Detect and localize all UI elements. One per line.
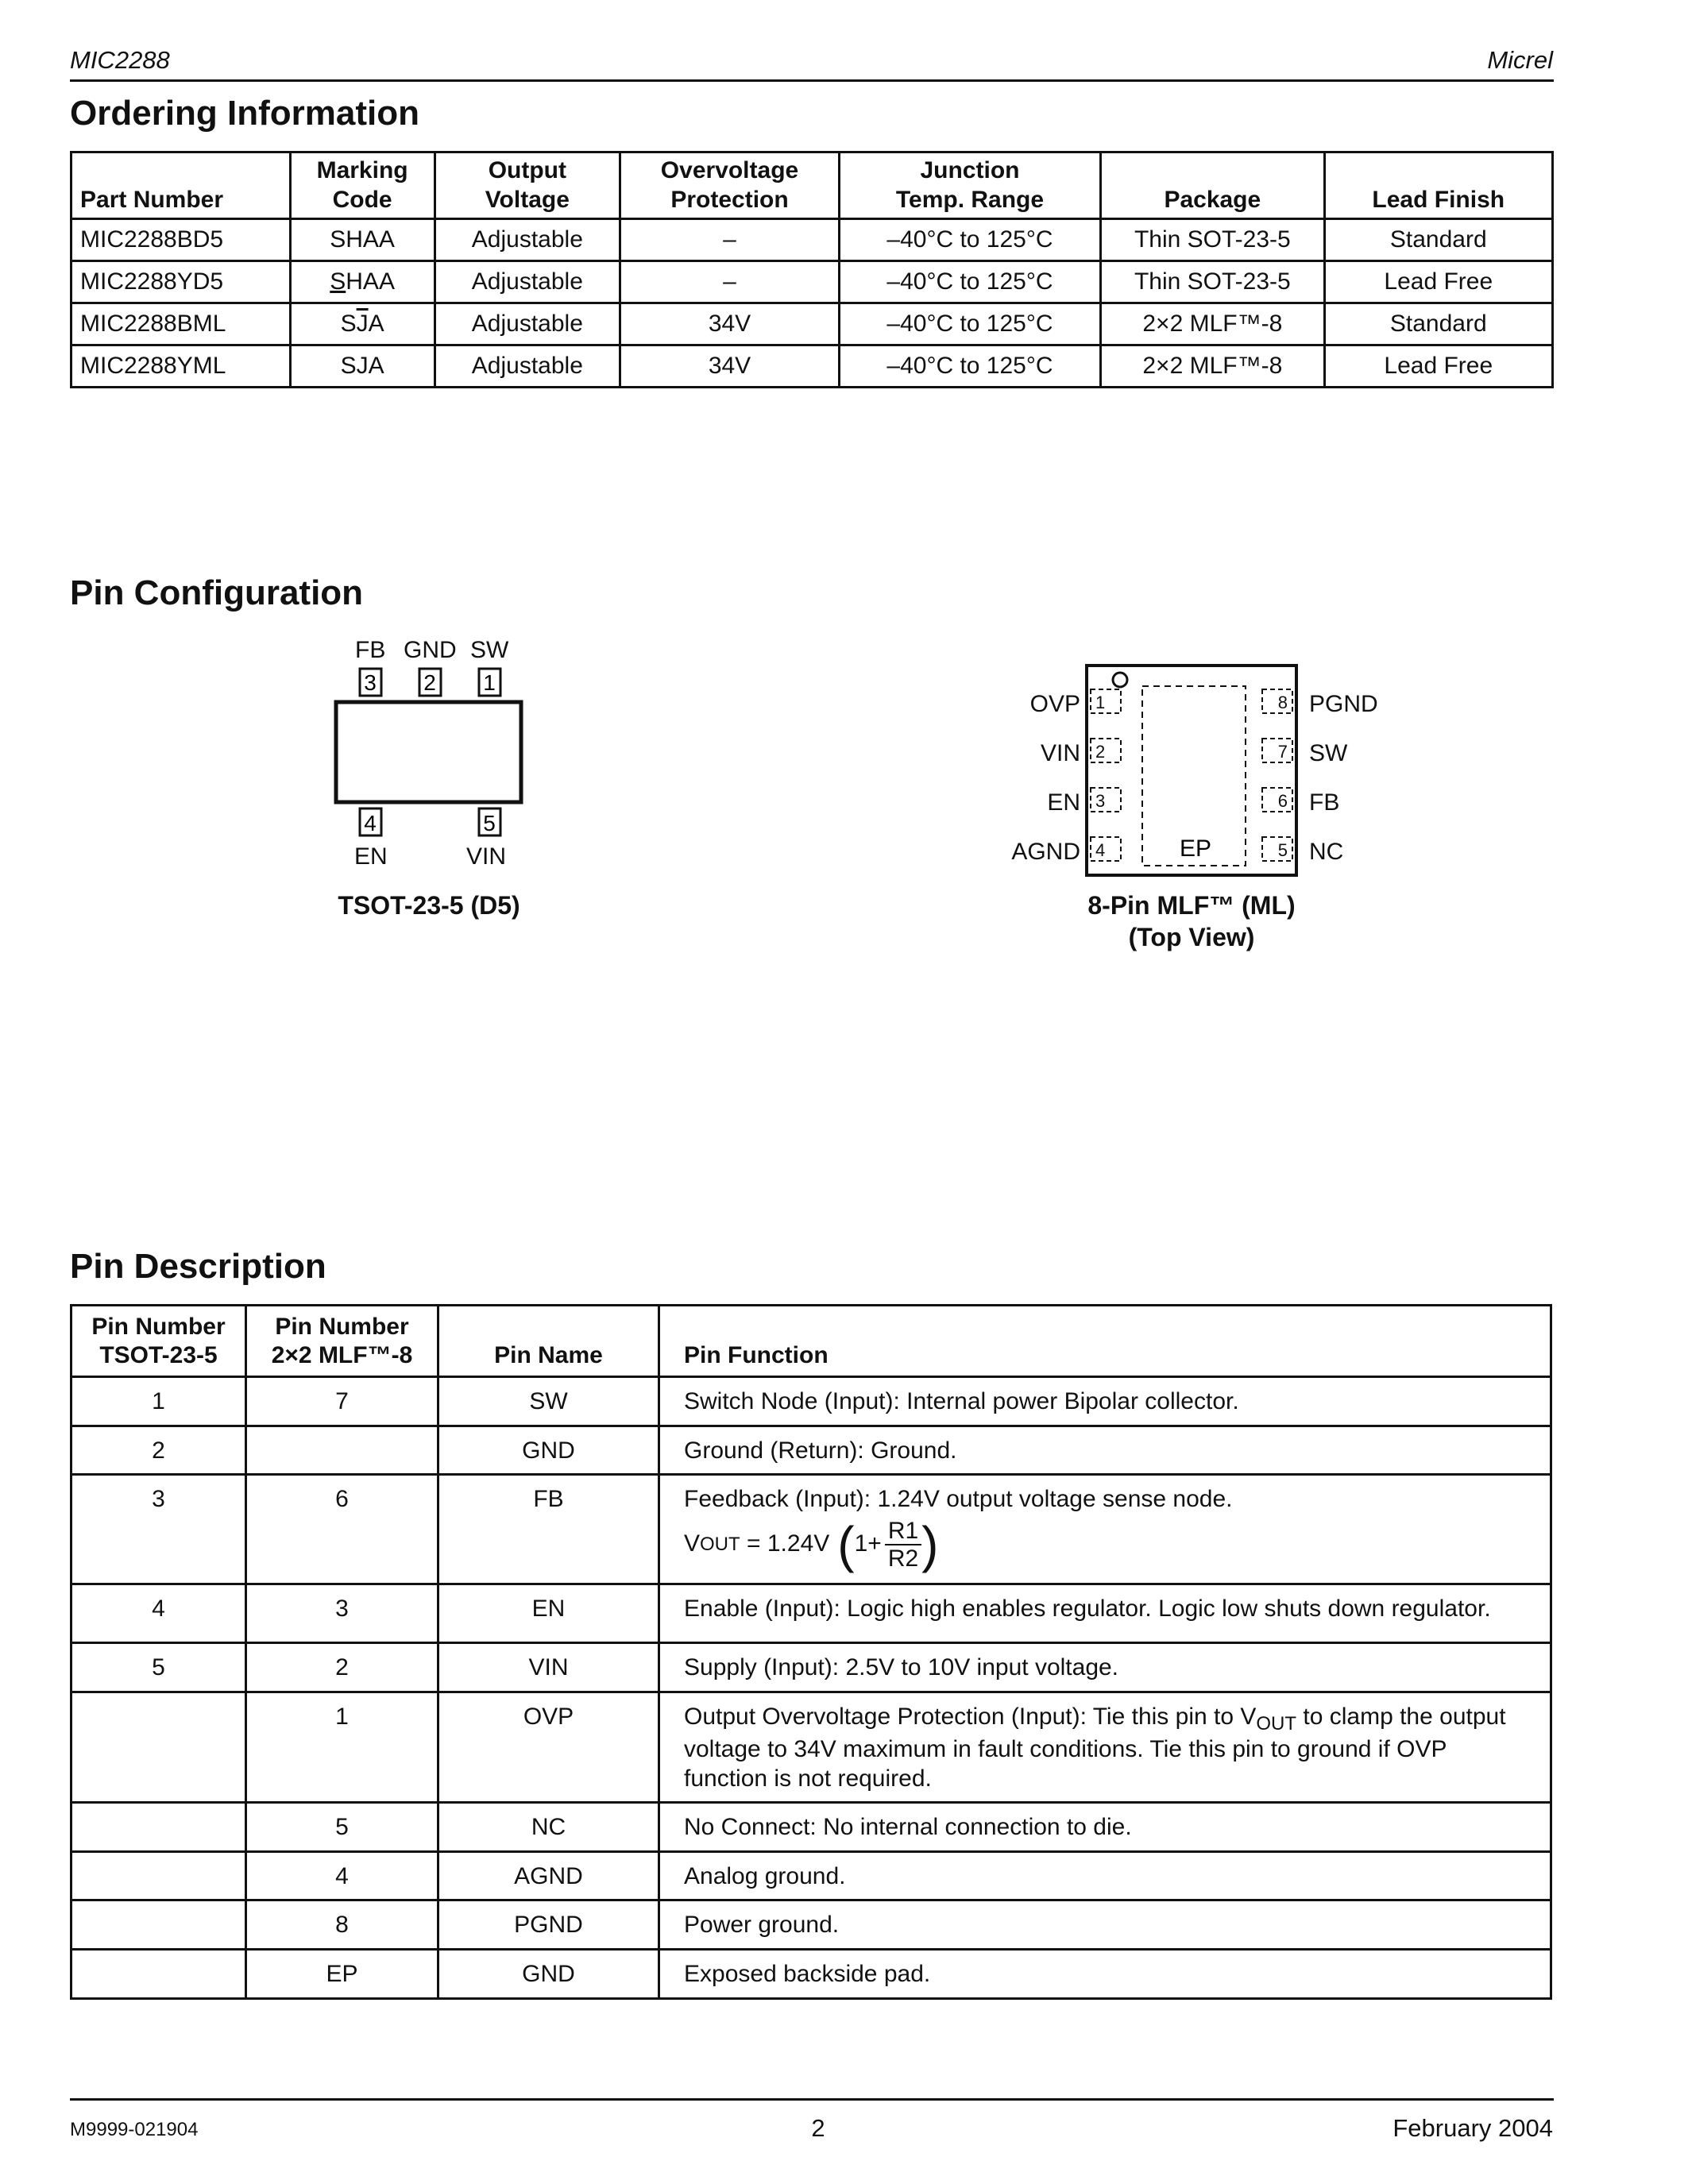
- mlf-label-en: EN: [1047, 789, 1080, 816]
- ordering-row: [71, 261, 1553, 303]
- overvoltage-cell: –: [620, 261, 840, 303]
- package-cell: Thin SOT-23-5: [1101, 261, 1324, 303]
- pin-description-body: [71, 1377, 1551, 1999]
- ordering-col-header: [71, 152, 291, 219]
- overvoltage-cell: –: [620, 219, 840, 261]
- tsot-label-vin: VIN: [466, 843, 507, 870]
- mlf-label-nc: NC: [1309, 839, 1344, 865]
- pin-tsot-cell: [71, 1950, 246, 1999]
- pin-mlf-cell: 4: [246, 1851, 438, 1900]
- mlf-num-4: 4: [1095, 840, 1106, 860]
- ordering-col-header: [839, 152, 1100, 219]
- output-voltage-cell: Adjustable: [435, 303, 620, 345]
- ordering-col-header-line: Part Number: [80, 186, 224, 213]
- pin-function-cell: [659, 1643, 1551, 1692]
- pin-name-cell: PGND: [438, 1900, 659, 1950]
- mlf-num-7: 7: [1277, 742, 1288, 762]
- mlf-num-1: 1: [1095, 693, 1106, 712]
- pin-name-cell: NC: [438, 1803, 659, 1852]
- package-cell: 2×2 MLF™-8: [1101, 345, 1324, 388]
- pin-desc-row: [71, 1643, 1551, 1692]
- lead-finish-cell: Lead Free: [1324, 345, 1552, 388]
- output-voltage-cell: Adjustable: [435, 219, 620, 261]
- marking-code-post: A: [368, 310, 384, 337]
- lead-finish-cell: Standard: [1324, 219, 1552, 261]
- package-cell: 2×2 MLF™-8: [1101, 303, 1324, 345]
- pin-tsot-cell: [71, 1803, 246, 1852]
- temp-range-cell: –40°C to 125°C: [839, 261, 1100, 303]
- pin-mlf-cell: 2: [246, 1643, 438, 1692]
- ovp-text-part1: Output Overvoltage Protection (Input): Tie this pin to V: [684, 1703, 1257, 1730]
- formula-numerator: R1: [885, 1518, 921, 1545]
- mlf-num-8: 8: [1277, 693, 1288, 712]
- pin-desc-col-header-line: 2×2 MLF™-8: [271, 1342, 413, 1369]
- mlf-num-2: 2: [1095, 742, 1106, 762]
- ordering-body: [71, 219, 1553, 388]
- footer-date: February 2004: [1393, 2114, 1553, 2142]
- marking-code-cell: [290, 345, 435, 388]
- pin-desc-col-header-line: Pin Number: [91, 1313, 226, 1340]
- header-company: Micrel: [1487, 46, 1553, 74]
- pin-tsot-cell: 3: [71, 1475, 246, 1584]
- ordering-col-header: [1101, 152, 1324, 219]
- lead-finish-cell: Lead Free: [1324, 261, 1552, 303]
- pin-desc-row: [71, 1475, 1551, 1584]
- pin-function-text: Analog ground.: [684, 1862, 846, 1889]
- temp-range-cell: –40°C to 125°C: [839, 303, 1100, 345]
- mlf-caption-line1: 8-Pin MLF™ (ML): [1087, 891, 1296, 920]
- ordering-row: [71, 303, 1553, 345]
- pin-function-text: Exposed backside pad.: [684, 1961, 931, 1988]
- mlf-num-6: 6: [1277, 791, 1288, 811]
- pin-tsot-cell: 1: [71, 1377, 246, 1426]
- pin-desc-col-header: [246, 1306, 438, 1377]
- footer-page-number: 2: [811, 2114, 825, 2142]
- mlf-ep-label: EP: [1179, 835, 1212, 862]
- header-rule: [70, 79, 1554, 82]
- tsot-num-2: 2: [423, 670, 436, 695]
- tsot-label-sw: SW: [470, 637, 509, 663]
- pin-desc-row: [71, 1803, 1551, 1852]
- pin-config-title: Pin Configuration: [70, 573, 364, 612]
- pin-mlf-cell: 7: [246, 1377, 438, 1426]
- marking-code-decorated: S: [330, 268, 346, 295]
- pin-desc-col-header: [71, 1306, 246, 1377]
- pin-desc-row: [71, 1377, 1551, 1426]
- pin-name-cell: GND: [438, 1950, 659, 1999]
- mlf-num-3: 3: [1095, 791, 1106, 811]
- pin-name-cell: AGND: [438, 1851, 659, 1900]
- pin-tsot-cell: [71, 1851, 246, 1900]
- marking-code-cell: [290, 219, 435, 261]
- pin-tsot-cell: [71, 1692, 246, 1802]
- mlf-label-vin: VIN: [1040, 740, 1080, 766]
- ordering-col-header-line: Code: [332, 186, 392, 213]
- tsot-num-5: 5: [483, 811, 496, 835]
- marking-code-post: SHAA: [330, 226, 395, 253]
- pin-function-text: Ground (Return): Ground.: [684, 1437, 957, 1464]
- tsot-label-gnd: GND: [404, 637, 457, 663]
- pin-function-cell: [659, 1851, 1551, 1900]
- pin-name-cell: SW: [438, 1377, 659, 1426]
- pin-mlf-cell: 6: [246, 1475, 438, 1584]
- header-doc-id: MIC2288: [70, 46, 170, 74]
- pin-desc-row: [71, 1584, 1551, 1643]
- ordering-row: [71, 345, 1553, 388]
- mlf-label-sw: SW: [1309, 740, 1348, 766]
- pin-desc-row: [71, 1692, 1551, 1802]
- pin-function-cell: [659, 1426, 1551, 1475]
- tsot-num-3: 3: [364, 670, 377, 695]
- marking-code-decorated: $\overline{J}$: [356, 310, 369, 337]
- pin-desc-col-header-line: Pin Name: [494, 1342, 603, 1369]
- pin-function-text: No Connect: No internal connection to die.: [684, 1814, 1132, 1841]
- mlf-pin1-indicator: [1113, 673, 1127, 687]
- ovp-text-part2: to clamp the output voltage to 34V maximum in fault conditions. Tie this pin to ground if OVP function is not required.: [684, 1703, 1506, 1792]
- pin-desc-col-header-line: TSOT-23-5: [99, 1342, 218, 1369]
- ordering-col-header-line: Output: [488, 157, 566, 183]
- formula-eq: = 1.24V: [740, 1530, 830, 1557]
- footer-rule: [70, 2098, 1554, 2101]
- ordering-col-header-line: Voltage: [485, 186, 570, 213]
- ordering-header-row: [71, 152, 1553, 219]
- temp-range-cell: –40°C to 125°C: [839, 345, 1100, 388]
- pin-name-cell: VIN: [438, 1643, 659, 1692]
- pin-mlf-cell: [246, 1426, 438, 1475]
- pin-function-cell: [659, 1900, 1551, 1950]
- part-number-cell: MIC2288YML: [71, 345, 291, 388]
- part-number-cell: MIC2288YD5: [71, 261, 291, 303]
- package-cell: Thin SOT-23-5: [1101, 219, 1324, 261]
- ordering-col-header-line: Junction: [920, 157, 1020, 183]
- overvoltage-cell: 34V: [620, 345, 840, 388]
- mlf-num-5: 5: [1277, 840, 1288, 860]
- pin-function-text: Switch Node (Input): Internal power Bipolar collector.: [684, 1388, 1239, 1414]
- formula-v: V: [684, 1530, 701, 1557]
- ordering-col-header-line: Package: [1164, 186, 1261, 213]
- mlf-label-pgnd: PGND: [1309, 691, 1378, 717]
- pin-function-text: Feedback (Input): 1.24V output voltage sense node.: [684, 1486, 1233, 1513]
- pin-function-cell: [659, 1692, 1551, 1802]
- pin-mlf-cell: EP: [246, 1950, 438, 1999]
- pin-function-cell: [659, 1584, 1551, 1643]
- lead-finish-cell: Standard: [1324, 303, 1552, 345]
- pin-function-text: Enable (Input): Logic high enables regulator. Logic low shuts down regulator.: [684, 1596, 1491, 1623]
- part-number-cell: MIC2288BML: [71, 303, 291, 345]
- pin-description-header-row: [71, 1306, 1551, 1377]
- mlf-label-agnd: AGND: [1011, 839, 1080, 865]
- footer-doc-number: M9999-021904: [70, 2119, 199, 2140]
- mlf-label-fb: FB: [1309, 789, 1340, 816]
- formula-fraction: [885, 1518, 921, 1572]
- formula-sub: OUT: [700, 1534, 740, 1556]
- pin-mlf-cell: 8: [246, 1900, 438, 1950]
- pin-desc-col-header-line: Pin Function: [684, 1342, 829, 1369]
- marking-code-post: HAA: [346, 268, 395, 295]
- ordering-col-header: [1324, 152, 1552, 219]
- pin-desc-row: [71, 1851, 1551, 1900]
- overvoltage-cell: 34V: [620, 303, 840, 345]
- ordering-row: [71, 219, 1553, 261]
- ordering-col-header-line: Overvoltage: [660, 157, 799, 183]
- ordering-title: Ordering Information: [70, 94, 419, 133]
- formula-denominator: R2: [887, 1545, 919, 1572]
- pin-description-table: [70, 1304, 1552, 2000]
- tsot-label-fb: FB: [355, 637, 386, 663]
- pin-desc-col-header: [438, 1306, 659, 1377]
- marking-code-post: SJA: [340, 352, 384, 379]
- ordering-table: [70, 151, 1554, 388]
- marking-code-cell: [290, 261, 435, 303]
- pin-name-cell: OVP: [438, 1692, 659, 1802]
- pin-desc-row: [71, 1426, 1551, 1475]
- mlf-package-drawing: [1084, 659, 1307, 882]
- pin-mlf-cell: 1: [246, 1692, 438, 1802]
- part-number-cell: MIC2288BD5: [71, 219, 291, 261]
- pin-tsot-cell: 2: [71, 1426, 246, 1475]
- pin-name-cell: EN: [438, 1584, 659, 1643]
- output-voltage-cell: Adjustable: [435, 345, 620, 388]
- pin-function-cell: [659, 1475, 1551, 1584]
- pin-function-cell: [659, 1377, 1551, 1426]
- temp-range-cell: –40°C to 125°C: [839, 219, 1100, 261]
- pin-description-title: Pin Description: [70, 1247, 326, 1286]
- ordering-col-header-line: Lead Finish: [1372, 186, 1505, 213]
- formula-one-plus: 1+: [854, 1530, 882, 1557]
- pin-desc-row: [71, 1900, 1551, 1950]
- mlf-caption-line2: (Top View): [1128, 923, 1255, 951]
- ordering-col-header: [290, 152, 435, 219]
- ovp-text-sub: OUT: [1256, 1712, 1297, 1734]
- mlf-label-ovp: OVP: [1029, 691, 1080, 717]
- pin-tsot-cell: 4: [71, 1584, 246, 1643]
- pin-function-text: Power ground.: [684, 1912, 840, 1939]
- ordering-col-header: [620, 152, 840, 219]
- tsot-label-en: EN: [354, 843, 388, 870]
- marking-code-cell: [290, 303, 435, 345]
- marking-code-pre: S: [340, 310, 357, 337]
- pin-tsot-cell: [71, 1900, 246, 1950]
- formula-right-paren: ): [921, 1515, 939, 1573]
- tsot-num-4: 4: [364, 811, 377, 835]
- pin-mlf-cell: 5: [246, 1803, 438, 1852]
- tsot-body: [336, 702, 521, 802]
- ovp-function-text: [684, 1703, 1534, 1793]
- vout-formula: [684, 1515, 1534, 1573]
- pin-name-cell: GND: [438, 1426, 659, 1475]
- pin-function-cell: [659, 1950, 1551, 1999]
- tsot-caption: TSOT-23-5 (D5): [338, 891, 520, 920]
- tsot-num-1: 1: [483, 670, 496, 695]
- formula-left-paren: (: [837, 1515, 855, 1573]
- pin-name-cell: FB: [438, 1475, 659, 1584]
- pin-mlf-cell: 3: [246, 1584, 438, 1643]
- pin-tsot-cell: 5: [71, 1643, 246, 1692]
- output-voltage-cell: Adjustable: [435, 261, 620, 303]
- tsot-package-drawing: [326, 666, 532, 848]
- pin-function-cell: [659, 1803, 1551, 1852]
- ordering-col-header-line: Protection: [670, 186, 789, 213]
- ordering-col-header-line: Temp. Range: [895, 186, 1045, 213]
- pin-function-text: Supply (Input): 2.5V to 10V input voltage.: [684, 1654, 1119, 1681]
- pin-desc-col-header-line: Pin Number: [275, 1313, 409, 1340]
- pin-desc-row: [71, 1950, 1551, 1999]
- ordering-col-header-line: Marking: [316, 157, 408, 183]
- ordering-col-header: [435, 152, 620, 219]
- pin-desc-col-header: [659, 1306, 1551, 1377]
